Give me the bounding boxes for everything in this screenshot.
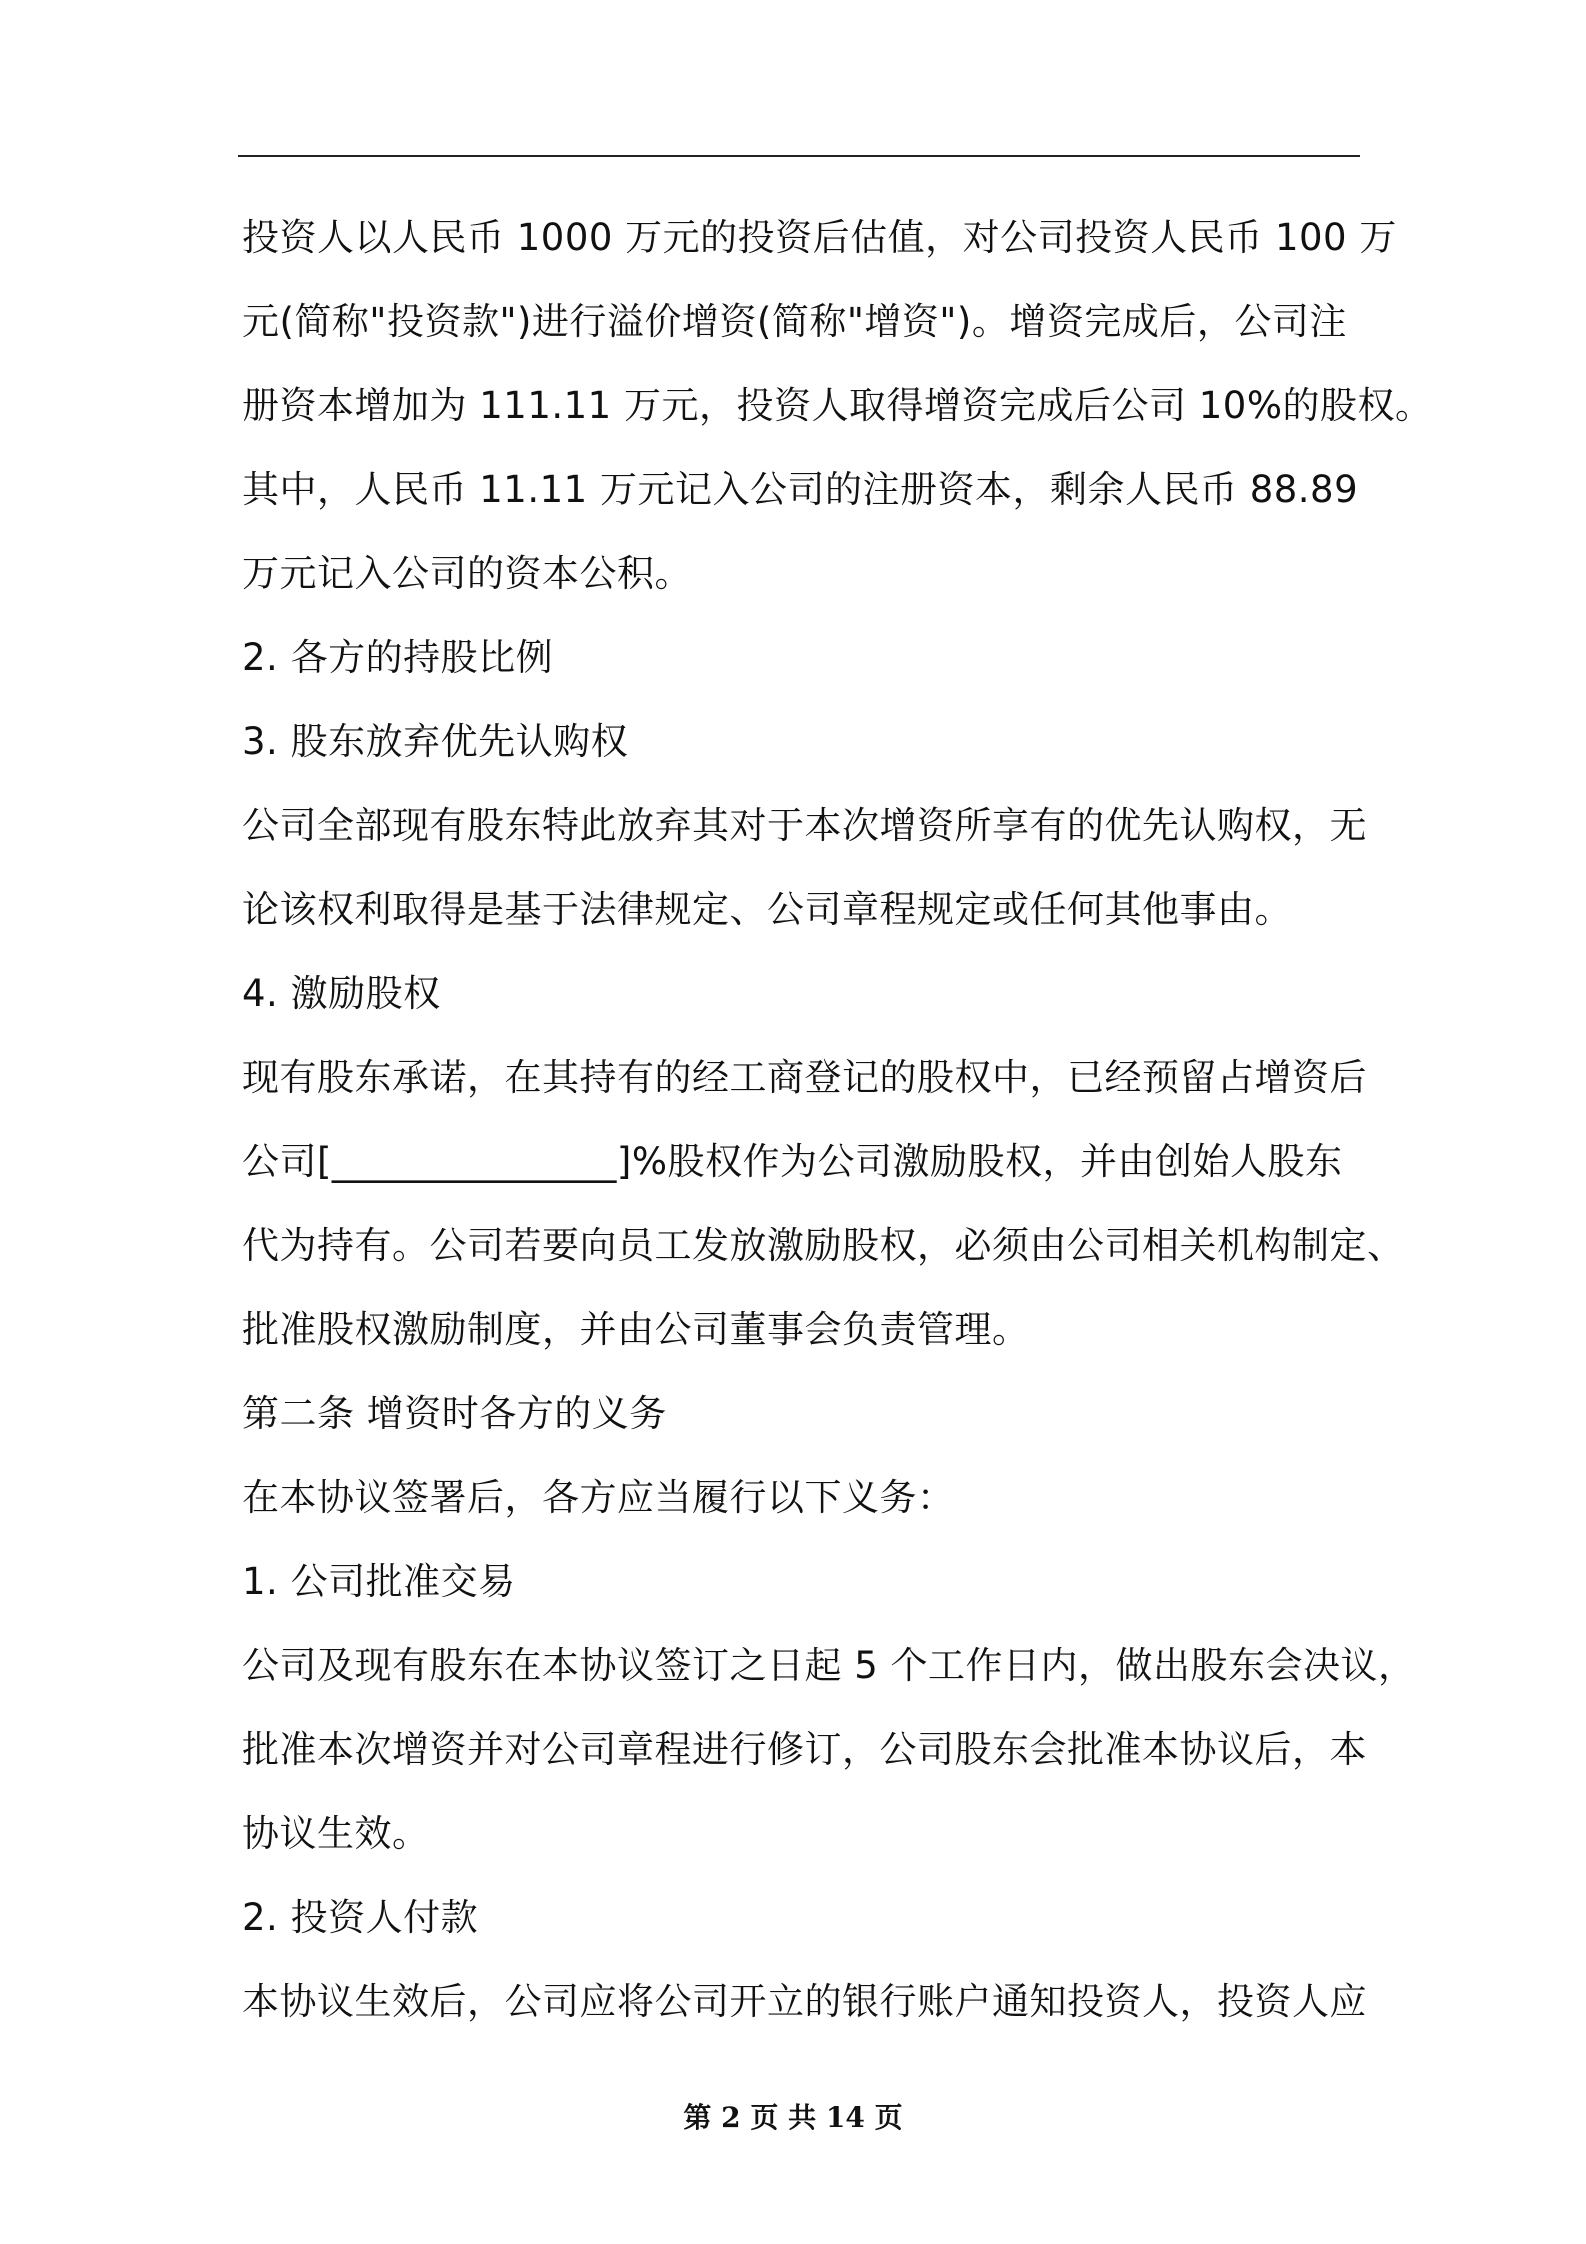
body-line: 现有股东承诺，在其持有的经工商登记的股权中，已经预留占增资后 (242, 1056, 1367, 1099)
body-line: 万元记入公司的资本公积。 (242, 552, 692, 595)
body-line: 其中，人民币 11.11 万元记入公司的注册资本，剩余人民币 88.89 (242, 468, 1359, 511)
body-line: 本协议生效后，公司应将公司开立的银行账户通知投资人，投资人应 (242, 1980, 1367, 2023)
body-line: 论该权利取得是基于法律规定、公司章程规定或任何其他事由。 (242, 888, 1292, 931)
section-heading: 1. 公司批准交易 (242, 1560, 516, 1603)
body-line: 元(简称"投资款")进行溢价增资(简称"增资")。增资完成后，公司注 (242, 300, 1347, 343)
body-line: 协议生效。 (242, 1812, 430, 1855)
document-body (242, 196, 1433, 2044)
article-heading: 第二条 增资时各方的义务 (242, 1392, 667, 1435)
body-line: 批准股权激励制度，并由公司董事会负责管理。 (242, 1308, 1030, 1351)
body-line: 公司全部现有股东特此放弃其对于本次增资所享有的优先认购权，无 (242, 804, 1367, 847)
section-heading: 2. 各方的持股比例 (242, 636, 554, 679)
section-heading: 2. 投资人付款 (242, 1896, 479, 1939)
body-line: 在本协议签署后，各方应当履行以下义务： (242, 1476, 955, 1519)
body-line: 公司[_______________]%股权作为公司激励股权，并由创始人股东 (242, 1140, 1343, 1183)
body-line: 投资人以人民币 1000 万元的投资后估值，对公司投资人民币 100 万 (242, 216, 1397, 259)
body-line: 代为持有。公司若要向员工发放激励股权，必须由公司相关机构制定、 (242, 1224, 1405, 1267)
page-footer: 第 2 页 共 14 页 (683, 2101, 903, 2134)
section-heading: 4. 激励股权 (242, 972, 441, 1015)
body-line: 公司及现有股东在本协议签订之日起 5 个工作日内，做出股东会决议， (242, 1644, 1416, 1687)
body-line: 册资本增加为 111.11 万元，投资人取得增资完成后公司 10%的股权。 (242, 384, 1433, 427)
body-line: 批准本次增资并对公司章程进行修订，公司股东会批准本协议后，本 (242, 1728, 1367, 1771)
section-heading: 3. 股东放弃优先认购权 (242, 720, 629, 763)
header-rule (238, 155, 1360, 157)
